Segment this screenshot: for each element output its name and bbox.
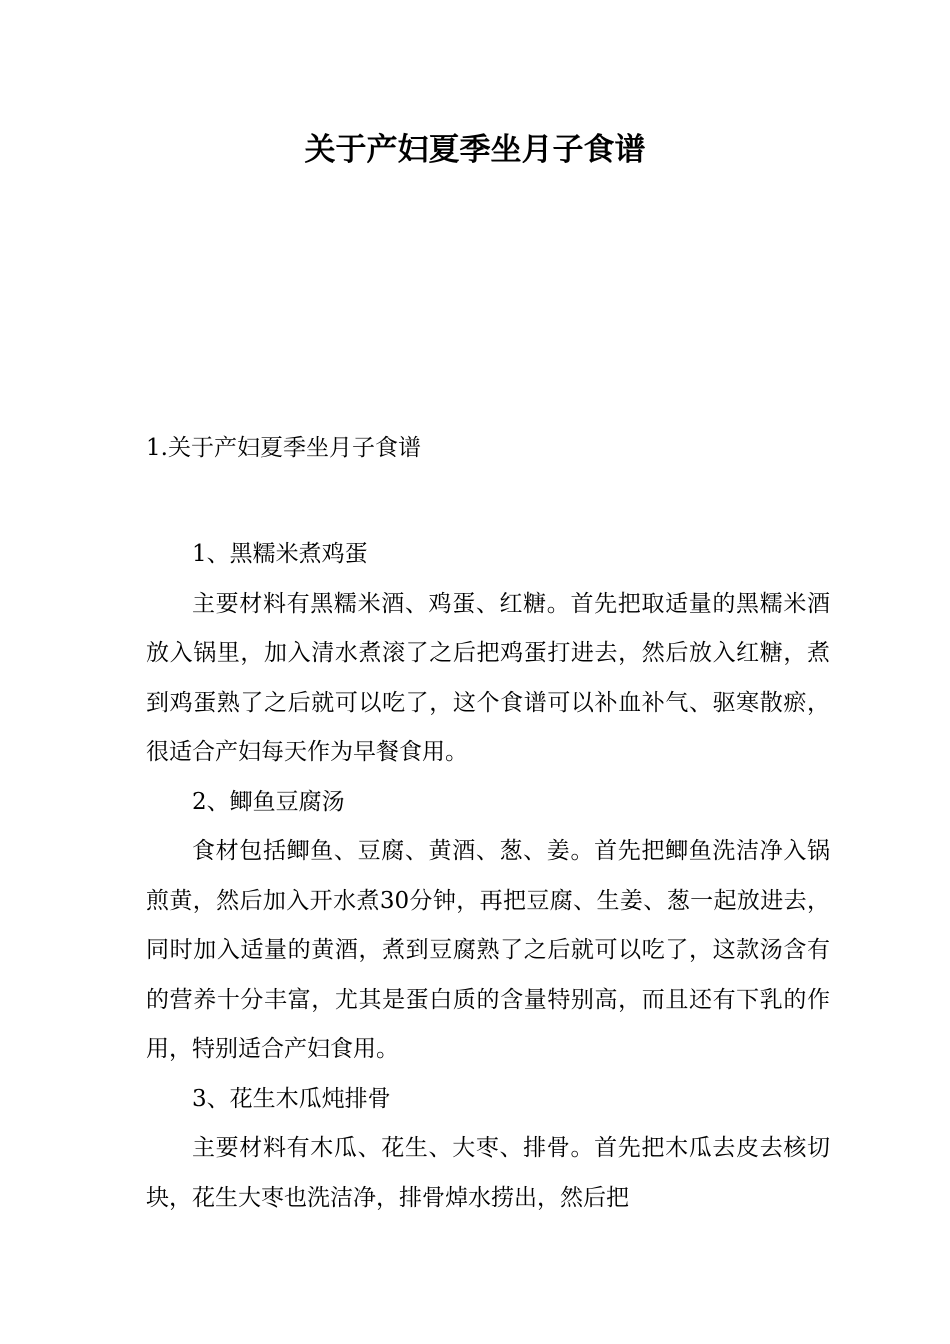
recipe-heading-1: 1、黑糯米煮鸡蛋 <box>192 541 368 567</box>
recipe-body-2: 食材包括鲫鱼、豆腐、黄酒、葱、姜。首先把鲫鱼洗洁净入锅煎黄，然后加入开水煮30分钟，再把豆腐、生姜、葱一起放进去，同时加入适量的黄酒，煮到豆腐熟了之后就可以吃了，这款汤含有的营养十分丰富，尤其是蛋白质的含量特别高，而且还有下乳的作用，特别适合产妇食用。 <box>146 838 830 1062</box>
recipe-body-3: 主要材料有木瓜、花生、大枣、排骨。首先把木瓜去皮去核切块，花生大枣也洗洁净，排骨焯水捞出，然后把 <box>146 1135 830 1211</box>
recipe-heading-3: 3、花生木瓜炖排骨 <box>192 1085 391 1112</box>
section-heading: 1.关于产妇夏季坐月子食谱 <box>146 435 421 461</box>
recipe-heading-2: 2、鲫鱼豆腐汤 <box>192 788 345 815</box>
recipe-content <box>146 530 830 1223</box>
document-title: 关于产妇夏季坐月子食谱 <box>304 132 646 168</box>
recipe-body-1: 主要材料有黑糯米酒、鸡蛋、红糖。首先把取适量的黑糯米酒放入锅里，加入清水煮滚了之后把鸡蛋打进去，然后放入红糖，煮到鸡蛋熟了之后就可以吃了，这个食谱可以补血补气、驱寒散瘀，很适合产妇每天作为早餐食用。 <box>146 590 830 765</box>
